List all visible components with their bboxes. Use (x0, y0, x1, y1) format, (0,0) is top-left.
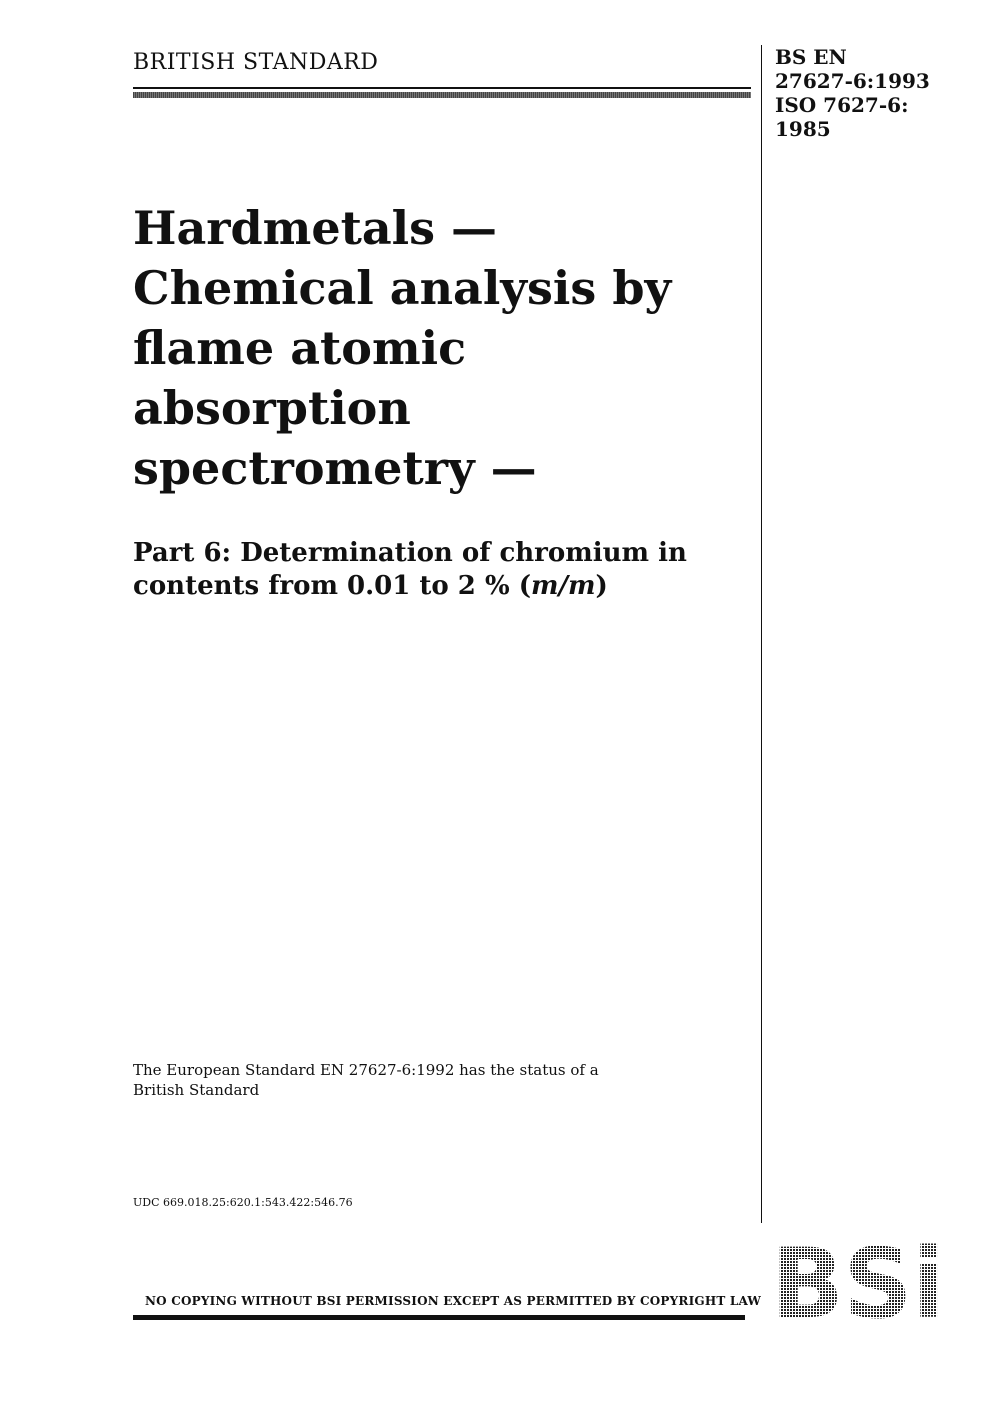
document-subtitle (133, 537, 753, 603)
standard-designations (775, 45, 930, 141)
subtitle-line-2 (133, 570, 753, 603)
subtitle-suffix: ) (595, 571, 608, 601)
udc-code: UDC 669.018.25:620.1:543.422:546.76 (133, 1196, 353, 1209)
document-title (133, 198, 753, 498)
subtitle-line-1: Part 6: Determination of chromium in (133, 538, 687, 568)
footer-rule (133, 1315, 745, 1320)
designation-bs-en-number: 27627-6:1993 (775, 69, 930, 93)
status-note-line-1: The European Standard EN 27627-6:1992 has the status of a (133, 1061, 599, 1079)
designation-iso: ISO 7627-6: (775, 93, 909, 117)
status-note-line-2: British Standard (133, 1081, 260, 1099)
column-divider (761, 45, 762, 1223)
subtitle-prefix: contents from 0.01 to 2 % ( (133, 571, 531, 601)
subtitle-italic-unit: m/m (531, 571, 596, 601)
designation-bs-en: BS EN (775, 45, 847, 69)
bsi-logo-text: BSi (771, 1243, 945, 1321)
designation-iso-year: 1985 (775, 117, 831, 141)
status-note (133, 1060, 633, 1100)
title-line: Chemical analysis by (133, 261, 672, 315)
title-line: spectrometry — (133, 441, 537, 495)
title-line: absorption (133, 381, 411, 435)
title-line: Hardmetals — (133, 201, 498, 255)
standard-type-label: BRITISH STANDARD (133, 50, 379, 75)
bsi-logo (769, 1243, 947, 1321)
header-rule-thin (133, 87, 751, 89)
copyright-notice: NO COPYING WITHOUT BSI PERMISSION EXCEPT AS PERMITTED BY COPYRIGHT LAW (145, 1294, 762, 1308)
header-rule-thick (133, 92, 751, 98)
title-line: flame atomic (133, 321, 467, 375)
